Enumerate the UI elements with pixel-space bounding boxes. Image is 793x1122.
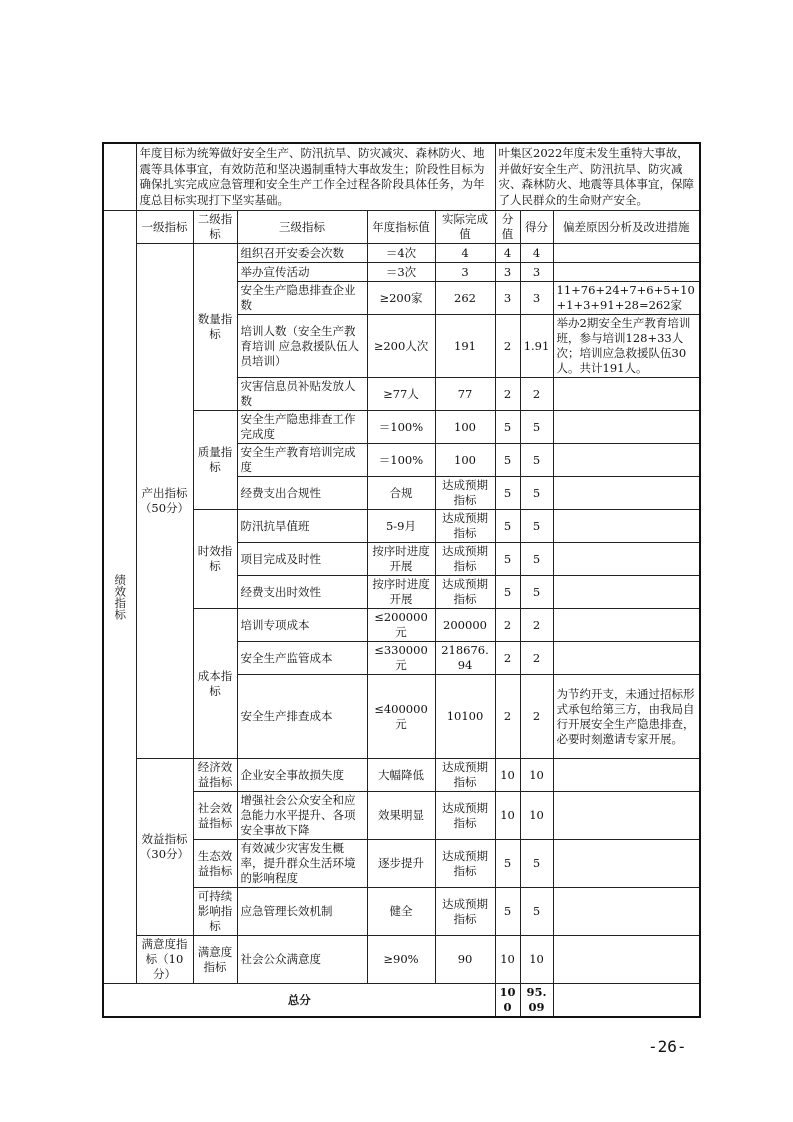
indicator-row: [103, 888, 700, 936]
indicator-note: 为节约开支，未通过招标形式承包给第三方，由我局自行开展安全生产隐患排查，必要时刻邀请专家开展。: [553, 675, 700, 759]
indicator-target: 按序时进度开展: [367, 576, 435, 609]
indicator-weight: 4: [495, 244, 520, 263]
indicator-score: 3: [520, 263, 553, 282]
indicator-row: [103, 792, 700, 840]
level2-ecological: 生态效益指标: [193, 840, 237, 888]
indicator-weight: 2: [495, 675, 520, 759]
indicator-row: [103, 244, 700, 263]
indicator-target: 健全: [367, 888, 435, 936]
indicator-weight: 10: [495, 936, 520, 984]
indicator-score: 2: [520, 642, 553, 675]
indicator-target: ≥200人次: [367, 315, 435, 378]
indicator-note: [553, 477, 700, 510]
indicator-note: [553, 576, 700, 609]
indicator-actual: 90: [435, 936, 495, 984]
indicator-name: 项目完成及时性: [237, 543, 367, 576]
indicator-target: ＝4次: [367, 244, 435, 263]
indicator-name: 培训人数（安全生产教育培训 应急救援队伍人员培训）: [237, 315, 367, 378]
indicator-note: [553, 244, 700, 263]
indicator-actual: 达成预期指标: [435, 543, 495, 576]
indicator-weight: 5: [495, 840, 520, 888]
goal-row: [103, 143, 700, 211]
total-score: 95.09: [520, 984, 553, 1018]
indicator-weight: 5: [495, 444, 520, 477]
indicator-name: 增强社会公众安全和应急能力水平提升、各项安全事故下降: [237, 792, 367, 840]
indicator-target: ＝100%: [367, 411, 435, 444]
level2-economic: 经济效益指标: [193, 759, 237, 792]
indicator-actual: 100: [435, 444, 495, 477]
indicator-weight: 5: [495, 543, 520, 576]
indicator-weight: 5: [495, 576, 520, 609]
annual-target-text: 年度目标为统筹做好安全生产、防汛抗旱、防灾减灾、森林防火、地震等具体事宜，有效防范和坚决遏制重特大事故发生；阶段性目标为确保扎实完成应急管理和安全生产工作全过程各阶段具体任务，为年度总目标实现打下坚实基础。: [136, 143, 495, 211]
indicator-score: 1.91: [520, 315, 553, 378]
level2-cost: 成本指标: [193, 609, 237, 759]
indicator-name: 安全生产隐患排查工作完成度: [237, 411, 367, 444]
indicator-note: [553, 378, 700, 411]
indicator-actual: 191: [435, 315, 495, 378]
indicator-note: [553, 263, 700, 282]
header-level2: 二级指标: [193, 211, 237, 244]
level2-satisfaction: 满意度指标: [193, 936, 237, 984]
indicator-weight: 3: [495, 282, 520, 315]
indicator-note: 11+76+24+7+6+5+10+1+3+91+28=262家: [553, 282, 700, 315]
indicator-actual: 达成预期指标: [435, 840, 495, 888]
total-row: [103, 984, 700, 1018]
indicator-score: 3: [520, 282, 553, 315]
performance-table: [102, 142, 701, 1018]
indicator-score: 2: [520, 675, 553, 759]
indicator-note: [553, 840, 700, 888]
indicator-weight: 5: [495, 477, 520, 510]
indicator-note: [553, 792, 700, 840]
indicator-note: [553, 642, 700, 675]
indicator-score: 5: [520, 444, 553, 477]
header-weight: 分值: [495, 211, 520, 244]
indicator-name: 经费支出时效性: [237, 576, 367, 609]
indicator-note: [553, 444, 700, 477]
indicator-row: [103, 510, 700, 543]
indicator-target: 合规: [367, 477, 435, 510]
indicator-score: 2: [520, 609, 553, 642]
indicator-weight: 2: [495, 609, 520, 642]
indicator-actual: 达成预期指标: [435, 510, 495, 543]
level1-benefit: 效益指标（30分）: [136, 759, 193, 936]
indicator-target: 逐步提升: [367, 840, 435, 888]
indicator-note: [553, 609, 700, 642]
indicator-target: 按序时进度开展: [367, 543, 435, 576]
level2-quantity: 数量指标: [193, 244, 237, 411]
indicator-actual: 达成预期指标: [435, 576, 495, 609]
level1-output: 产出指标（50分）: [136, 244, 193, 759]
indicator-actual: 3: [435, 263, 495, 282]
indicator-target: 大幅降低: [367, 759, 435, 792]
indicator-note: [553, 888, 700, 936]
indicator-target: ＝100%: [367, 444, 435, 477]
indicator-actual: 4: [435, 244, 495, 263]
performance-side-label: 绩效指标: [103, 211, 136, 984]
indicator-actual: 达成预期指标: [435, 759, 495, 792]
indicator-name: 培训专项成本: [237, 609, 367, 642]
indicator-actual: 10100: [435, 675, 495, 759]
indicator-score: 5: [520, 510, 553, 543]
actual-result-text: 叶集区2022年度未发生重特大事故，并做好安全生产、防汛抗旱、防灾减灾、森林防火、地震等具体事宜，保障了人民群众的生命财产安全。: [495, 143, 700, 211]
level2-quality: 质量指标: [193, 411, 237, 510]
indicator-target: ≤400000元: [367, 675, 435, 759]
indicator-row: [103, 411, 700, 444]
indicator-score: 5: [520, 840, 553, 888]
indicator-note: [553, 411, 700, 444]
indicator-name: 举办宣传活动: [237, 263, 367, 282]
indicator-weight: 5: [495, 411, 520, 444]
indicator-name: 企业安全事故损失度: [237, 759, 367, 792]
header-level1: 一级指标: [136, 211, 193, 244]
indicator-target: 5-9月: [367, 510, 435, 543]
indicator-actual: 达成预期指标: [435, 792, 495, 840]
level1-satisfaction: 满意度指标（10分）: [136, 936, 193, 984]
indicator-score: 10: [520, 759, 553, 792]
indicator-name: 有效减少灾害发生概率，提升群众生活环境的影响程度: [237, 840, 367, 888]
indicator-weight: 10: [495, 792, 520, 840]
total-weight: 100: [495, 984, 520, 1018]
indicator-row: [103, 840, 700, 888]
indicator-actual: 达成预期指标: [435, 888, 495, 936]
indicator-target: ≥200家: [367, 282, 435, 315]
indicator-note: [553, 936, 700, 984]
indicator-name: 安全生产教育培训完成度: [237, 444, 367, 477]
indicator-target: ≤330000元: [367, 642, 435, 675]
indicator-name: 社会公众满意度: [237, 936, 367, 984]
indicator-score: 5: [520, 888, 553, 936]
indicator-weight: 2: [495, 315, 520, 378]
indicator-name: 安全生产排查成本: [237, 675, 367, 759]
page-number: -26-: [648, 1037, 687, 1056]
indicator-name: 组织召开安委会次数: [237, 244, 367, 263]
indicator-weight: 2: [495, 378, 520, 411]
indicator-score: 4: [520, 244, 553, 263]
indicator-row: [103, 759, 700, 792]
total-label: 总分: [103, 984, 495, 1018]
indicator-name: 安全生产监管成本: [237, 642, 367, 675]
level2-timeliness: 时效指标: [193, 510, 237, 609]
header-analysis: 偏差原因分析及改进措施: [553, 211, 700, 244]
indicator-weight: 5: [495, 888, 520, 936]
indicator-actual: 100: [435, 411, 495, 444]
indicator-score: 5: [520, 477, 553, 510]
header-score: 得分: [520, 211, 553, 244]
indicator-actual: 218676.94: [435, 642, 495, 675]
header-target: 年度指标值: [367, 211, 435, 244]
indicator-note: [553, 510, 700, 543]
header-level3: 三级指标: [237, 211, 367, 244]
total-note: [553, 984, 700, 1018]
indicator-score: 10: [520, 936, 553, 984]
indicator-name: 应急管理长效机制: [237, 888, 367, 936]
indicator-target: 效果明显: [367, 792, 435, 840]
indicator-row: [103, 936, 700, 984]
indicator-weight: 5: [495, 510, 520, 543]
indicator-actual: 达成预期指标: [435, 477, 495, 510]
indicator-note: [553, 543, 700, 576]
indicator-actual: 262: [435, 282, 495, 315]
indicator-actual: 200000: [435, 609, 495, 642]
indicator-target: ＝3次: [367, 263, 435, 282]
goal-blank-cell: [103, 143, 136, 211]
indicator-score: 2: [520, 378, 553, 411]
indicator-weight: 10: [495, 759, 520, 792]
indicator-note: 举办2期安全生产教育培训班，参与培训128+33人次；培训应急救援队伍30人。共计191人。: [553, 315, 700, 378]
indicator-name: 灾害信息员补贴发放人数: [237, 378, 367, 411]
indicator-score: 5: [520, 543, 553, 576]
header-actual: 实际完成值: [435, 211, 495, 244]
indicator-score: 10: [520, 792, 553, 840]
level2-sustainable: 可持续影响指标: [193, 888, 237, 936]
indicator-target: ≥77人: [367, 378, 435, 411]
indicator-weight: 2: [495, 642, 520, 675]
indicator-note: [553, 759, 700, 792]
indicator-score: 5: [520, 576, 553, 609]
indicator-weight: 3: [495, 263, 520, 282]
indicator-name: 经费支出合规性: [237, 477, 367, 510]
indicator-score: 5: [520, 411, 553, 444]
header-row: [103, 211, 700, 244]
indicator-row: [103, 609, 700, 642]
indicator-actual: 77: [435, 378, 495, 411]
indicator-name: 防汛抗旱值班: [237, 510, 367, 543]
indicator-name: 安全生产隐患排查企业数: [237, 282, 367, 315]
indicator-target: ≤200000元: [367, 609, 435, 642]
level2-social: 社会效益指标: [193, 792, 237, 840]
indicator-target: ≥90%: [367, 936, 435, 984]
